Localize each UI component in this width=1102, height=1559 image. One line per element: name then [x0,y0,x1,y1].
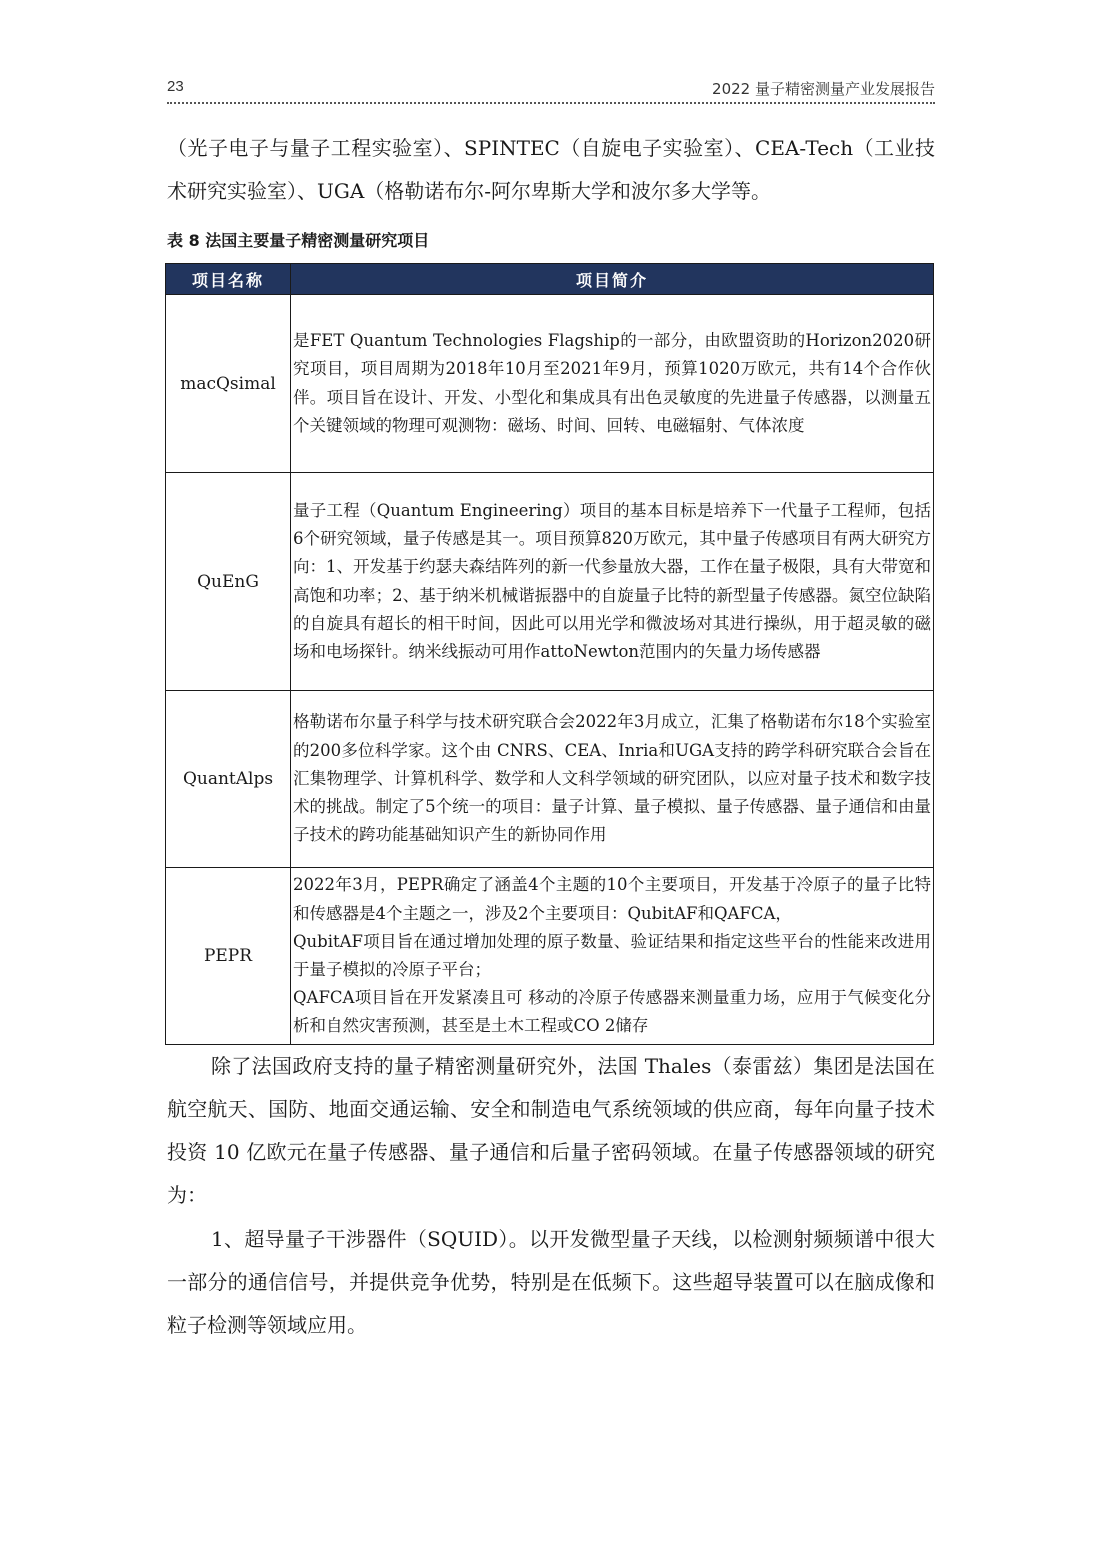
description-text: 量子工程（Quantum Engineering）项目的基本目标是培养下一代量子工程师，包括6个研究领域，量子传感是其一。项目预算820万欧元，其中量子传感项目有两大研究方向：1、开发基于约瑟夫森结阵列的新一代参量放大器，工作在量子极限，具有大带宽和高饱和功率；2、基于纳米机械谐振器中的自旋量子比特的新型量子传感器。氮空位缺陷的自旋具有超长的相干时间，因此可以用光学和微波场对其进行操纵，用于超灵敏的磁场和电场探针。纳米线振动可用作attoNewton范围内的矢量力场传感器 [293,500,931,661]
project-description [291,295,934,473]
project-description [291,473,934,691]
project-name: QuantAlps [166,691,291,868]
table-header-row [166,264,934,295]
header-project-name: 项目名称 [166,264,291,295]
projects-table [165,263,934,1045]
description-text: QubitAF项目旨在通过增加处理的原子数量、验证结果和指定这些平台的性能来改进用于量子模拟的冷原子平台； [293,931,931,979]
project-name: PEPR [166,868,291,1045]
description-text: 2022年3月，PEPR确定了涵盖4个主题的10个主要项目，开发基于冷原子的量子比特和传感器是4个主题之一，涉及2个主要项目：QubitAF和QAFCA， [293,875,931,923]
description-text: QAFCA项目旨在开发紧凑且可 移动的冷原子传感器来测量重力场，应用于气候变化分析和自然灾害预测，甚至是土木工程或CO 2储存 [293,988,931,1036]
table-row [166,691,934,868]
document-title: 2022 量子精密测量产业发展报告 [712,80,935,98]
table-row [166,473,934,691]
description-text: 是FET Quantum Technologies Flagship的一部分，由欧盟资助的Horizon2020研究项目，项目周期为2018年10月至2021年9月，预算1020万欧元，共有14个合作伙伴。项目旨在设计、开发、小型化和集成具有出色灵敏度的先进量子传感器，以测量五个关键领域的物理可观测物：磁场、时间、回转、电磁辐射、气体浓度 [293,331,931,435]
project-description [291,691,934,868]
page-header [167,72,935,104]
page-number: 23 [167,78,184,95]
project-name: macQsimal [166,295,291,473]
intro-paragraph: （光子电子与量子工程实验室）、SPINTEC（自旋电子实验室）、CEA-Tech（工业技术研究实验室）、UGA（格勒诺布尔-阿尔卑斯大学和波尔多大学等。 [167,136,935,203]
body-paragraph: 除了法国政府支持的量子精密测量研究外，法国 Thales（泰雷兹）集团是法国在航空航天、国防、地面交通运输、安全和制造电气系统领域的供应商，每年向量子技术投资 10 亿欧元在量子传感器、量子通信和后量子密码领域。在量子传感器领域的研究为： [167,1054,935,1207]
project-name: QuEnG [166,473,291,691]
table-caption: 表 8 法国主要量子精密测量研究项目 [167,231,430,250]
body-paragraph: 1、超导量子干涉器件（SQUID）。以开发微型量子天线，以检测射频频谱中很大一部分的通信信号，并提供竞争优势，特别是在低频下。这些超导装置可以在脑成像和粒子检测等领域应用。 [167,1227,935,1337]
description-text: 格勒诺布尔量子科学与技术研究联合会2022年3月成立，汇集了格勒诺布尔18个实验室的200多位科学家。这个由 CNRS、CEA、Inria和UGA支持的跨学科研究联合会旨在汇集物理学、计算机科学、数学和人文科学领域的研究团队，以应对量子技术和数字技术的挑战。制定了5个统一的项目：量子计算、量子模拟、量子传感器、量子通信和由量子技术的跨功能基础知识产生的新协同作用 [293,712,931,845]
table-row [166,868,934,1045]
table-row [166,295,934,473]
header-project-intro: 项目简介 [291,264,934,295]
project-description [291,868,934,1045]
